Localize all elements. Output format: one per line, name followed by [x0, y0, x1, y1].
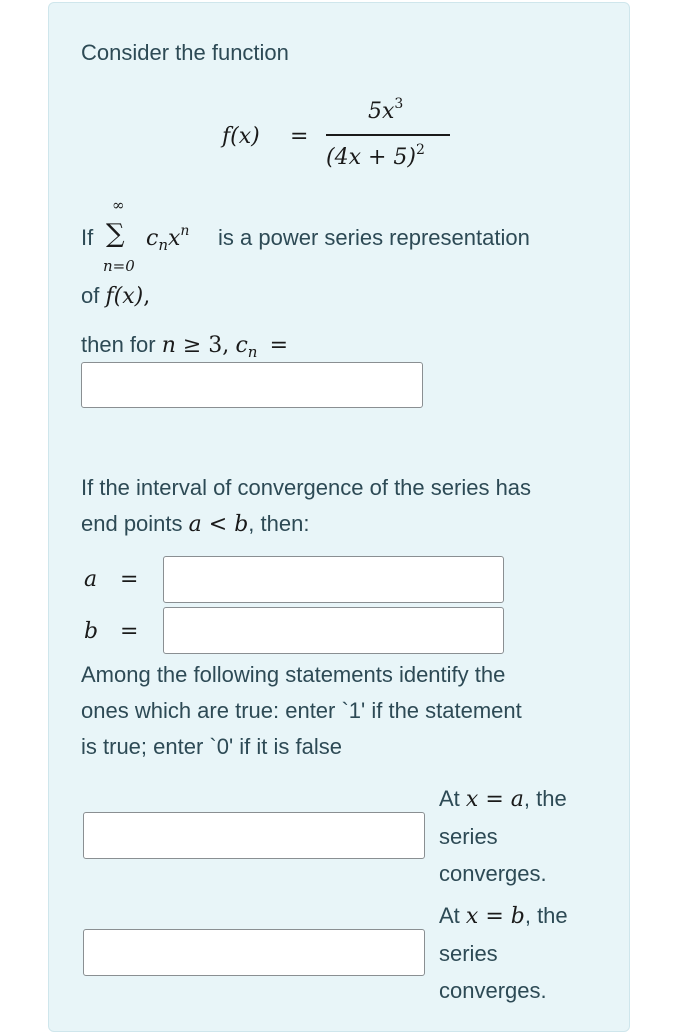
- sum-upper-limit: ∞: [112, 196, 125, 214]
- statement1-answer-input[interactable]: [83, 812, 425, 859]
- interval-text-line2: end points a < b, then:: [81, 511, 310, 537]
- cn-prompt: then for n ≥ 3, $c_n$ =: [81, 332, 289, 361]
- series-term: $c_nx^n$: [146, 223, 190, 254]
- a-label: a: [84, 567, 98, 592]
- function-denominator: $(4x + 5)^2$: [326, 142, 425, 170]
- statement2-line1: At x = b, the: [439, 903, 568, 929]
- b-label: b: [84, 619, 99, 644]
- a-equals: =: [120, 567, 139, 592]
- sum-symbol: ∑: [106, 219, 125, 249]
- b-answer-input[interactable]: [163, 607, 504, 654]
- of-f-line: of f(x),: [81, 283, 151, 309]
- statement1-line3: converges.: [439, 861, 547, 886]
- statements-text-line1: Among the following statements identify the: [81, 662, 506, 687]
- if-word: If: [81, 225, 94, 250]
- cn-answer-input[interactable]: [81, 362, 423, 408]
- statement2-line2: series: [439, 941, 498, 966]
- statement2-answer-input[interactable]: [83, 929, 425, 976]
- statements-text-line2: ones which are true: enter `1' if the statement: [81, 698, 522, 723]
- function-lhs: f(x): [222, 124, 260, 149]
- fraction-bar: [326, 134, 450, 136]
- interval-text-line1: If the interval of convergence of the series has: [81, 475, 532, 500]
- intro-text: Consider the function: [81, 40, 289, 65]
- sum-lower-limit: n=0: [103, 257, 135, 275]
- function-equals: =: [290, 124, 309, 149]
- statements-text-line3: is true; enter `0' if it is false: [81, 734, 342, 759]
- b-equals: =: [120, 619, 139, 644]
- statement1-line2: series: [439, 824, 498, 849]
- series-tail-text: is a power series representation: [218, 225, 530, 250]
- a-answer-input[interactable]: [163, 556, 504, 603]
- function-numerator: $5x^3$: [368, 96, 404, 124]
- statement2-line3: converges.: [439, 978, 547, 1003]
- statement1-line1: At x = a, the: [439, 786, 567, 812]
